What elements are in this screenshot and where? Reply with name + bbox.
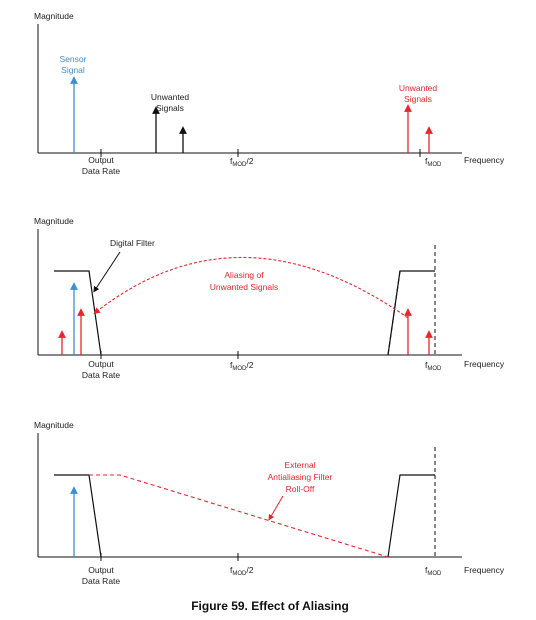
panel3-tick-output-line1: Output bbox=[88, 565, 114, 575]
panel-2 bbox=[34, 216, 505, 380]
panel2-x-axis-label: Frequency bbox=[464, 359, 505, 369]
panel1-tick-fmod-label: $f_{MOD}$ bbox=[425, 156, 442, 168]
panel3-external-line3: Roll-Off bbox=[285, 484, 315, 494]
panel3-external-line2: Antialiasing Filter bbox=[267, 472, 333, 482]
panel3-filter-image-right bbox=[388, 475, 435, 557]
panel2-aliasing-line2: Unwanted Signals bbox=[209, 282, 279, 292]
panel2-tick-output-line1: Output bbox=[88, 359, 114, 369]
figure-caption: Figure 59. Effect of Aliasing bbox=[191, 599, 349, 613]
panel1-tick-half-label: $f_{MOD}/2$ bbox=[230, 156, 254, 168]
panel1-tick-output-line2: Data Rate bbox=[81, 166, 121, 176]
panel2-y-axis-label: Magnitude bbox=[34, 216, 74, 226]
panel3-x-axis-label: Frequency bbox=[464, 565, 505, 575]
panel1-sensor-label-line2: Signal bbox=[61, 65, 85, 75]
panel3-tick-output-line2: Data Rate bbox=[81, 576, 121, 586]
panel3-external-pointer bbox=[270, 496, 283, 518]
panel1-unwanted-black-line2: Signals bbox=[156, 103, 184, 113]
panel1-unwanted-red-line1: Unwanted bbox=[398, 83, 438, 93]
panel2-digital-filter-pointer bbox=[95, 252, 120, 290]
panel2-tick-output-line2: Data Rate bbox=[81, 370, 121, 380]
panel2-digital-filter-label: Digital Filter bbox=[110, 238, 155, 248]
panel2-tick-fmod-label: $f_{MOD}$ bbox=[425, 360, 442, 372]
panel3-y-axis-label: Magnitude bbox=[34, 420, 74, 430]
panel3-tick-half-label: $f_{MOD}/2$ bbox=[230, 565, 254, 577]
panel-1 bbox=[34, 11, 505, 176]
panel1-unwanted-red-line2: Signals bbox=[404, 94, 432, 104]
panel1-x-axis-label: Frequency bbox=[464, 155, 505, 165]
panel2-filter-image-right bbox=[388, 271, 435, 355]
panel1-y-axis-label: Magnitude bbox=[34, 11, 74, 21]
panel3-tick-fmod-label: $f_{MOD}$ bbox=[425, 565, 442, 577]
panel2-digital-filter-passband bbox=[54, 271, 101, 355]
panel1-unwanted-black-line1: Unwanted bbox=[150, 92, 190, 102]
panel3-external-rolloff-line bbox=[89, 475, 388, 557]
panel-3 bbox=[34, 420, 505, 586]
panel2-filter-image-edge-dashed bbox=[388, 271, 400, 355]
panel1-sensor-label-line1: Sensor bbox=[59, 54, 87, 64]
panel3-digital-filter-passband bbox=[54, 475, 101, 557]
panel3-external-line1: External bbox=[284, 460, 316, 470]
panel2-tick-half-label: $f_{MOD}/2$ bbox=[230, 360, 254, 372]
panel1-tick-output-line1: Output bbox=[88, 155, 114, 165]
panel2-aliasing-line1: Aliasing of bbox=[224, 270, 264, 280]
